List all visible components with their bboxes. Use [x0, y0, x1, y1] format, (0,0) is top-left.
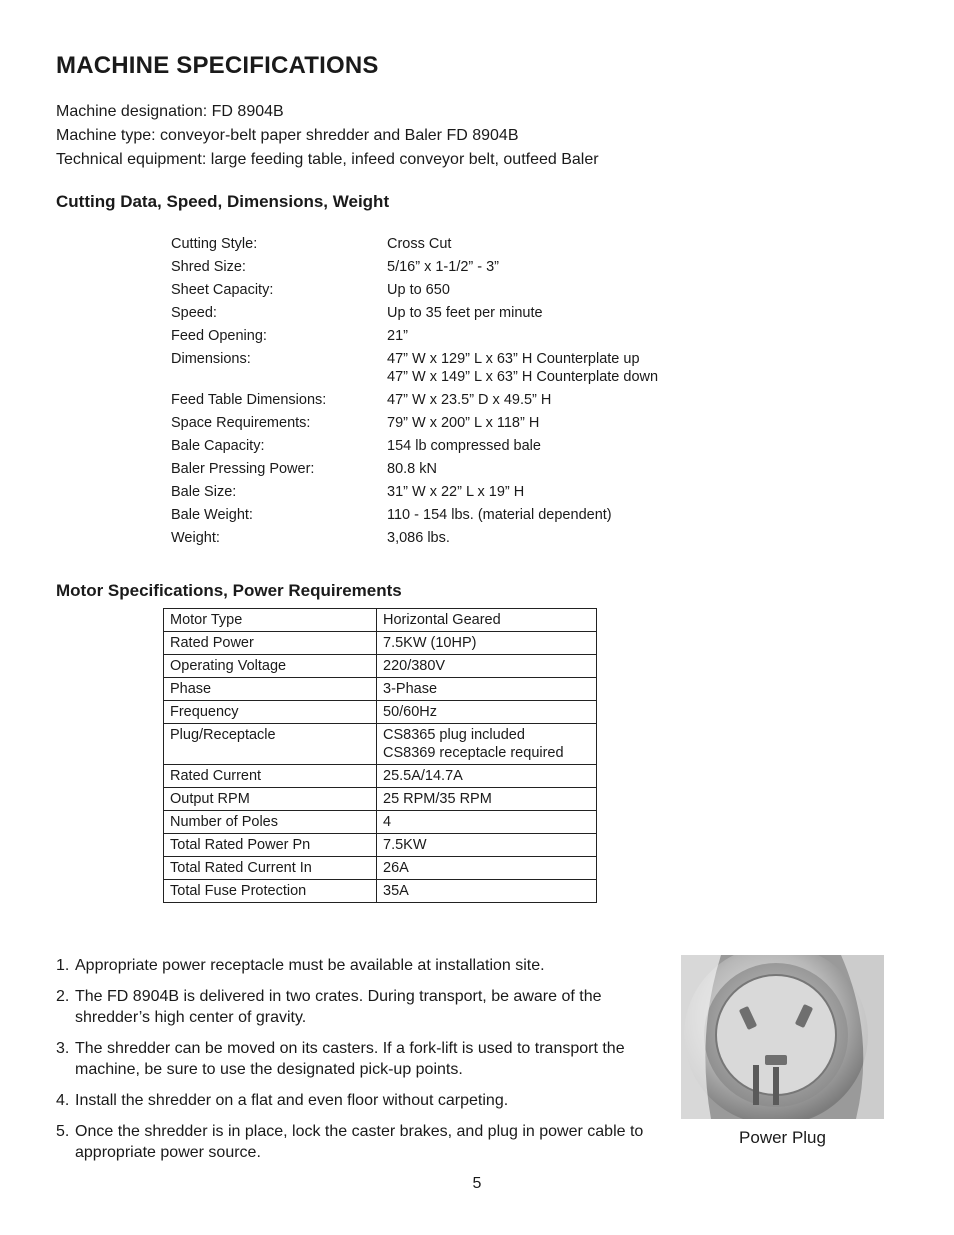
table-row [164, 655, 597, 678]
spec-label: Feed Table Dimensions: [171, 392, 327, 408]
spec-value: 80.8 kN [387, 461, 437, 477]
list-item-number: 3. [56, 1040, 70, 1057]
spec-row [171, 437, 658, 455]
motor-spec-label: Plug/Receptacle [164, 724, 377, 765]
spec-value: 110 - 154 lbs. (material dependent) [387, 507, 612, 523]
motor-spec-label: Frequency [164, 701, 377, 724]
motor-spec-label: Motor Type [164, 609, 377, 632]
motor-spec-value: 26A [377, 857, 597, 880]
motor-spec-label: Total Fuse Protection [164, 880, 377, 903]
motor-spec-value: 220/380V [377, 655, 597, 678]
page-title: MACHINE SPECIFICATIONS [56, 52, 379, 79]
technical-equipment: Technical equipment: large feeding table, infeed conveyor belt, outfeed Baler [56, 151, 599, 168]
spec-value: 3,086 lbs. [387, 530, 450, 546]
table-row [164, 765, 597, 788]
spec-label: Space Requirements: [171, 415, 311, 431]
spec-row [171, 483, 658, 501]
spec-label: Bale Size: [171, 484, 237, 500]
spec-row [171, 350, 658, 386]
spec-row [171, 506, 658, 524]
motor-spec-value: Horizontal Geared [377, 609, 597, 632]
spec-label: Dimensions: [171, 351, 251, 367]
motor-spec-value: 7.5KW [377, 834, 597, 857]
list-item [56, 986, 656, 1028]
spec-value: 47” W x 23.5” D x 49.5” H [387, 392, 552, 408]
list-item-number: 1. [56, 957, 70, 974]
spec-row [171, 327, 658, 345]
spec-list [171, 235, 658, 552]
motor-spec-value: 25.5A/14.7A [377, 765, 597, 788]
list-item [56, 1038, 656, 1080]
motor-spec-label: Total Rated Power Pn [164, 834, 377, 857]
motor-spec-label: Output RPM [164, 788, 377, 811]
spec-value: 79” W x 200” L x 118” H [387, 415, 540, 431]
machine-designation: Machine designation: FD 8904B [56, 103, 284, 120]
table-row [164, 609, 597, 632]
spec-label: Sheet Capacity: [171, 282, 274, 298]
motor-spec-value: 3-Phase [377, 678, 597, 701]
motor-spec-label: Rated Current [164, 765, 377, 788]
power-plug-photo [681, 955, 884, 1119]
table-row [164, 834, 597, 857]
motor-spec-value: 7.5KW (10HP) [377, 632, 597, 655]
motor-spec-value: 25 RPM/35 RPM [377, 788, 597, 811]
spec-value: Up to 650 [387, 282, 450, 298]
spec-value: 154 lb compressed bale [387, 438, 541, 454]
spec-label: Bale Weight: [171, 507, 253, 523]
list-item-text: Once the shredder is in place, lock the caster brakes, and plug in power cable to appropriate power source. [75, 1123, 644, 1161]
table-row [164, 632, 597, 655]
spec-label: Feed Opening: [171, 328, 267, 344]
machine-type: Machine type: conveyor-belt paper shredder and Baler FD 8904B [56, 127, 519, 144]
list-item [56, 1090, 656, 1111]
spec-label: Bale Capacity: [171, 438, 265, 454]
list-item-text: The shredder can be moved on its casters. If a fork-lift is used to transport the machine, be sure to use the designated pick-up points. [75, 1040, 625, 1078]
list-item-text: The FD 8904B is delivered in two crates. During transport, be aware of the shredder’s high center of gravity. [75, 988, 602, 1026]
motor-spec-label: Phase [164, 678, 377, 701]
motor-spec-table [163, 608, 597, 903]
spec-label: Cutting Style: [171, 236, 258, 252]
list-item [56, 1121, 656, 1163]
spec-row [171, 460, 658, 478]
table-row [164, 811, 597, 834]
spec-row [171, 304, 658, 322]
spec-row [171, 529, 658, 547]
spec-value: Up to 35 feet per minute [387, 305, 543, 321]
spec-row [171, 414, 658, 432]
motor-spec-label: Rated Power [164, 632, 377, 655]
table-row [164, 788, 597, 811]
motor-spec-label: Number of Poles [164, 811, 377, 834]
installation-notes [56, 955, 656, 1173]
photo-caption: Power Plug [739, 1128, 826, 1147]
spec-label: Weight: [171, 530, 220, 546]
page-number: 5 [472, 1175, 482, 1192]
motor-spec-value: CS8365 plug included CS8369 receptacle required [377, 724, 597, 765]
spec-label: Speed: [171, 305, 217, 321]
power-plug-icon [681, 955, 884, 1119]
spec-value: 31” W x 22” L x 19” H [387, 484, 525, 500]
spec-value: 21” [387, 328, 408, 344]
motor-spec-label: Operating Voltage [164, 655, 377, 678]
machine-intro [56, 100, 599, 172]
spec-label: Baler Pressing Power: [171, 461, 315, 477]
table-row [164, 880, 597, 903]
spec-value: Cross Cut [387, 236, 452, 252]
spec-value: 5/16” x 1-1/2” - 3” [387, 259, 500, 275]
section-heading-motor-specs: Motor Specifications, Power Requirements [56, 581, 402, 600]
table-row [164, 678, 597, 701]
list-item-number: 5. [56, 1123, 70, 1140]
spec-row [171, 258, 658, 276]
spec-row [171, 235, 658, 253]
table-row [164, 701, 597, 724]
list-item-text: Appropriate power receptacle must be available at installation site. [75, 957, 545, 974]
list-item-number: 2. [56, 988, 70, 1005]
motor-spec-value: 50/60Hz [377, 701, 597, 724]
spec-row [171, 391, 658, 409]
list-item-text: Install the shredder on a flat and even floor without carpeting. [75, 1092, 509, 1109]
motor-spec-label: Total Rated Current In [164, 857, 377, 880]
spec-label: Shred Size: [171, 259, 246, 275]
spec-value: 47” W x 129” L x 63” H Counterplate up 47” W x 149” L x 63” H Counterplate down [387, 351, 659, 385]
spec-row [171, 281, 658, 299]
list-item-number: 4. [56, 1092, 70, 1109]
table-row [164, 857, 597, 880]
table-row [164, 724, 597, 765]
motor-spec-value: 4 [377, 811, 597, 834]
motor-spec-value: 35A [377, 880, 597, 903]
list-item [56, 955, 656, 976]
section-heading-cutting-data: Cutting Data, Speed, Dimensions, Weight [56, 192, 390, 211]
